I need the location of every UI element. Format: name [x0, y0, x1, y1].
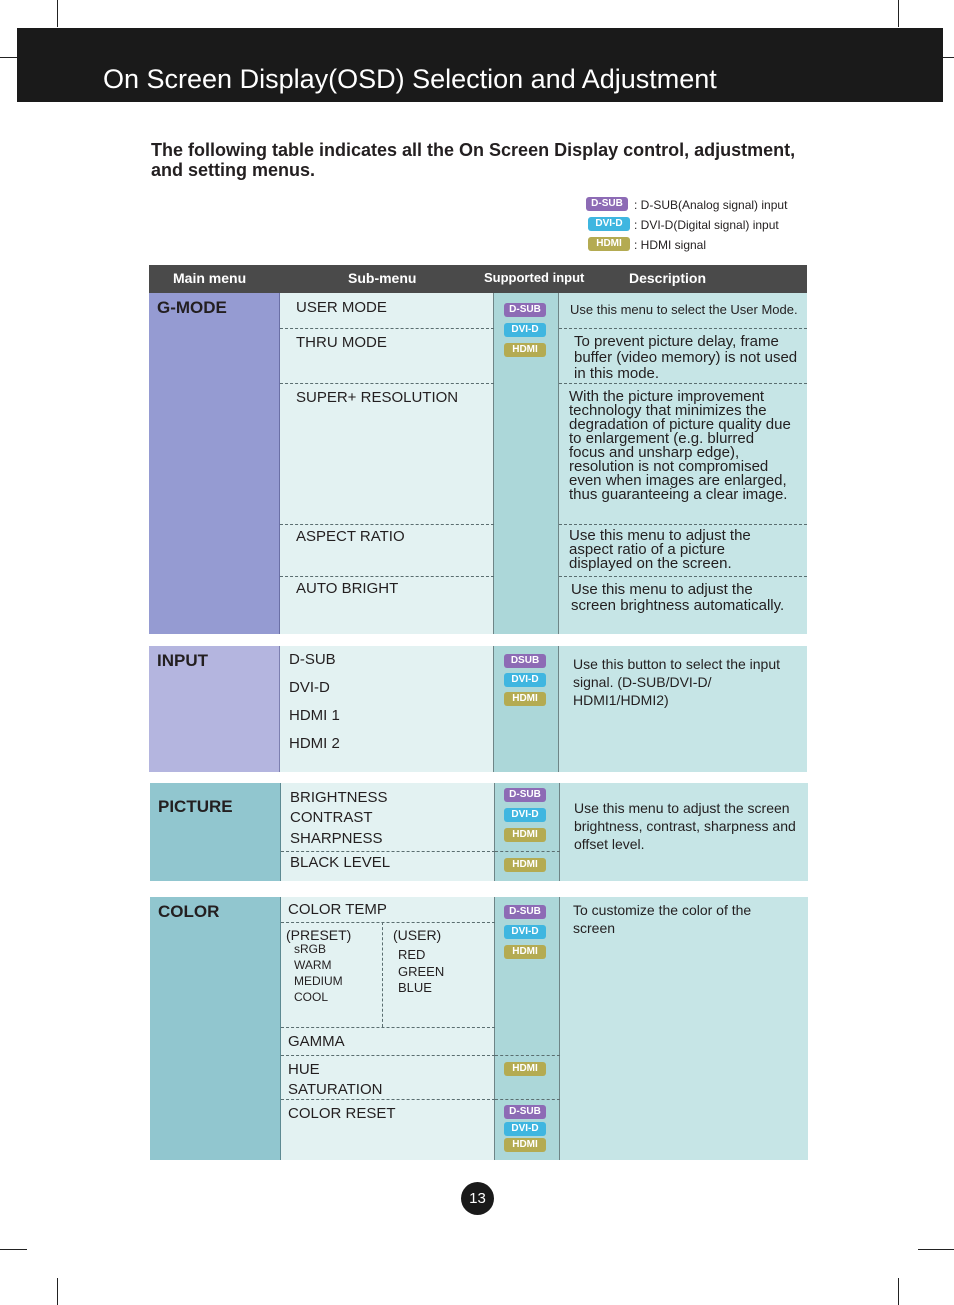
divider — [280, 328, 494, 329]
dvid-badge: DVI-D — [504, 673, 546, 687]
main-menu-label: PICTURE — [158, 797, 233, 816]
crop-mark — [898, 1278, 899, 1305]
sub-menu-item: COLOR TEMP — [288, 901, 387, 918]
user-item: BLUE — [398, 980, 432, 995]
legend-text: : D-SUB(Analog signal) input — [634, 198, 788, 212]
hdmi-badge: HDMI — [504, 343, 546, 357]
sub-menu-item: USER MODE — [296, 299, 387, 316]
dsub-badge: DSUB — [504, 654, 546, 668]
description-text: Use this menu to select the User Mode. — [570, 302, 798, 317]
header-supported-input: Supported input — [484, 270, 585, 285]
sub-menu-item: DVI-D — [289, 679, 330, 696]
description-text: Use this button to select the input signal. (D-SUB/DVI-D/ HDMI1/HDMI2) — [573, 656, 781, 708]
preset-label: (PRESET) — [286, 927, 352, 943]
divider — [281, 922, 495, 923]
description-text: To customize the color of the screen — [573, 902, 752, 936]
crop-mark — [898, 0, 899, 27]
crop-mark — [57, 1278, 58, 1305]
divider — [495, 851, 560, 852]
dsub-badge: D-SUB — [504, 1105, 546, 1119]
picture-main-cell — [150, 783, 281, 881]
main-menu-label: G-MODE — [157, 298, 227, 317]
gmode-supported-cell — [494, 293, 559, 634]
user-label: (USER) — [393, 927, 442, 943]
hdmi-badge: HDMI — [588, 237, 630, 251]
legend-text: : HDMI signal — [634, 238, 707, 252]
description-text: Use this menu to adjust the screen brightness, contrast, sharpness and offset level. — [574, 800, 796, 852]
table-header — [149, 265, 807, 293]
picture-block — [150, 783, 808, 881]
hdmi-badge: HDMI — [504, 828, 546, 842]
dvid-badge: DVI-D — [504, 1122, 546, 1136]
intro-text: The following table indicates all the On Screen Display control, adjustment, and setting menus. — [151, 140, 796, 180]
sub-menu-item: HDMI 2 — [289, 735, 340, 752]
divider — [280, 524, 494, 525]
legend-text: : DVI-D(Digital signal) input — [634, 218, 779, 232]
hdmi-badge: HDMI — [504, 945, 546, 959]
picture-sub-cell — [281, 783, 495, 881]
hdmi-badge: HDMI — [504, 858, 546, 872]
description-text: With the picture improvement technology that minimizes the degradation of picture quality due to enlargement (e.g. blurred focus and unsharp edge), resolution is not compromised even when images are enlarged, thus guaranteeing a clear image. — [569, 388, 791, 503]
gmode-main-cell — [149, 293, 280, 634]
description-text: Use this menu to adjust the aspect ratio of a picture displayed on the screen. — [569, 527, 751, 572]
divider — [559, 576, 807, 577]
gmode-sub-cell — [280, 293, 494, 634]
page-title: On Screen Display(OSD) Selection and Adjustment — [103, 64, 717, 94]
divider — [281, 851, 495, 852]
divider — [280, 576, 494, 577]
dvid-badge: DVI-D — [588, 217, 630, 231]
color-sub-cell — [281, 897, 495, 1160]
sub-menu-item: SATURATION — [288, 1081, 383, 1098]
header-sub-menu: Sub-menu — [348, 270, 417, 286]
divider — [559, 328, 807, 329]
dsub-badge: D-SUB — [504, 303, 546, 317]
crop-mark — [918, 1249, 954, 1250]
sub-menu-item: ASPECT RATIO — [296, 528, 405, 545]
dvid-badge: DVI-D — [504, 808, 546, 822]
sub-menu-item: CONTRAST — [290, 809, 373, 826]
description-text: To prevent picture delay, frame buffer (video memory) is not used in this mode. — [574, 333, 798, 382]
hdmi-badge: HDMI — [504, 1138, 546, 1152]
color-supported-cell — [495, 897, 560, 1160]
crop-mark — [0, 57, 17, 58]
sub-menu-item: COLOR RESET — [288, 1105, 396, 1122]
user-item: GREEN — [398, 964, 445, 979]
page-number: 13 — [461, 1182, 494, 1215]
divider — [281, 1027, 495, 1028]
gmode-desc-cell — [559, 293, 807, 634]
sub-menu-item: THRU MODE — [296, 334, 387, 351]
preset-item: WARM — [294, 958, 332, 972]
input-supported-cell — [494, 646, 559, 772]
divider — [495, 1055, 560, 1056]
dsub-badge: D-SUB — [586, 197, 628, 211]
sub-menu-item: BLACK LEVEL — [290, 854, 391, 871]
sub-menu-item: SUPER+ RESOLUTION — [296, 389, 459, 406]
header-main-menu: Main menu — [173, 270, 247, 286]
crop-mark — [57, 0, 58, 27]
main-menu-label: INPUT — [157, 651, 208, 670]
hdmi-badge: HDMI — [504, 1062, 546, 1076]
color-desc-cell — [560, 897, 808, 1160]
sub-menu-item: GAMMA — [288, 1033, 345, 1050]
picture-supported-cell — [495, 783, 560, 881]
input-sub-cell — [280, 646, 494, 772]
dvid-badge: DVI-D — [504, 925, 546, 939]
input-main-cell — [149, 646, 280, 772]
user-item: RED — [398, 947, 426, 962]
divider — [281, 1099, 495, 1100]
input-desc-cell — [559, 646, 807, 772]
sub-menu-item: HDMI 1 — [289, 707, 340, 724]
dvid-badge: DVI-D — [504, 323, 546, 337]
header-description: Description — [629, 270, 707, 286]
preset-item: MEDIUM — [294, 974, 343, 988]
preset-item: sRGB — [294, 942, 327, 956]
divider — [495, 1099, 560, 1100]
input-block — [149, 646, 807, 772]
crop-mark — [0, 1249, 27, 1250]
sub-menu-item: HUE — [288, 1061, 320, 1078]
hdmi-badge: HDMI — [504, 692, 546, 706]
color-block — [150, 897, 808, 1160]
divider — [281, 1055, 495, 1056]
divider — [280, 383, 494, 384]
divider — [382, 922, 383, 1027]
sub-menu-item: AUTO BRIGHT — [296, 580, 399, 597]
crop-mark — [943, 57, 954, 58]
preset-item: COOL — [294, 990, 329, 1004]
description-text: Use this menu to adjust the screen brightness automatically. — [571, 581, 785, 614]
gmode-block — [149, 293, 807, 634]
sub-menu-item: SHARPNESS — [290, 830, 383, 847]
sub-menu-item: D-SUB — [289, 651, 336, 668]
divider — [559, 524, 807, 525]
divider — [559, 383, 807, 384]
main-menu-label: COLOR — [158, 902, 220, 921]
sub-menu-item: BRIGHTNESS — [290, 789, 388, 806]
dsub-badge: D-SUB — [504, 905, 546, 919]
color-main-cell — [150, 897, 281, 1160]
header-bar — [17, 28, 943, 102]
dsub-badge: D-SUB — [504, 788, 546, 802]
picture-desc-cell — [560, 783, 808, 881]
